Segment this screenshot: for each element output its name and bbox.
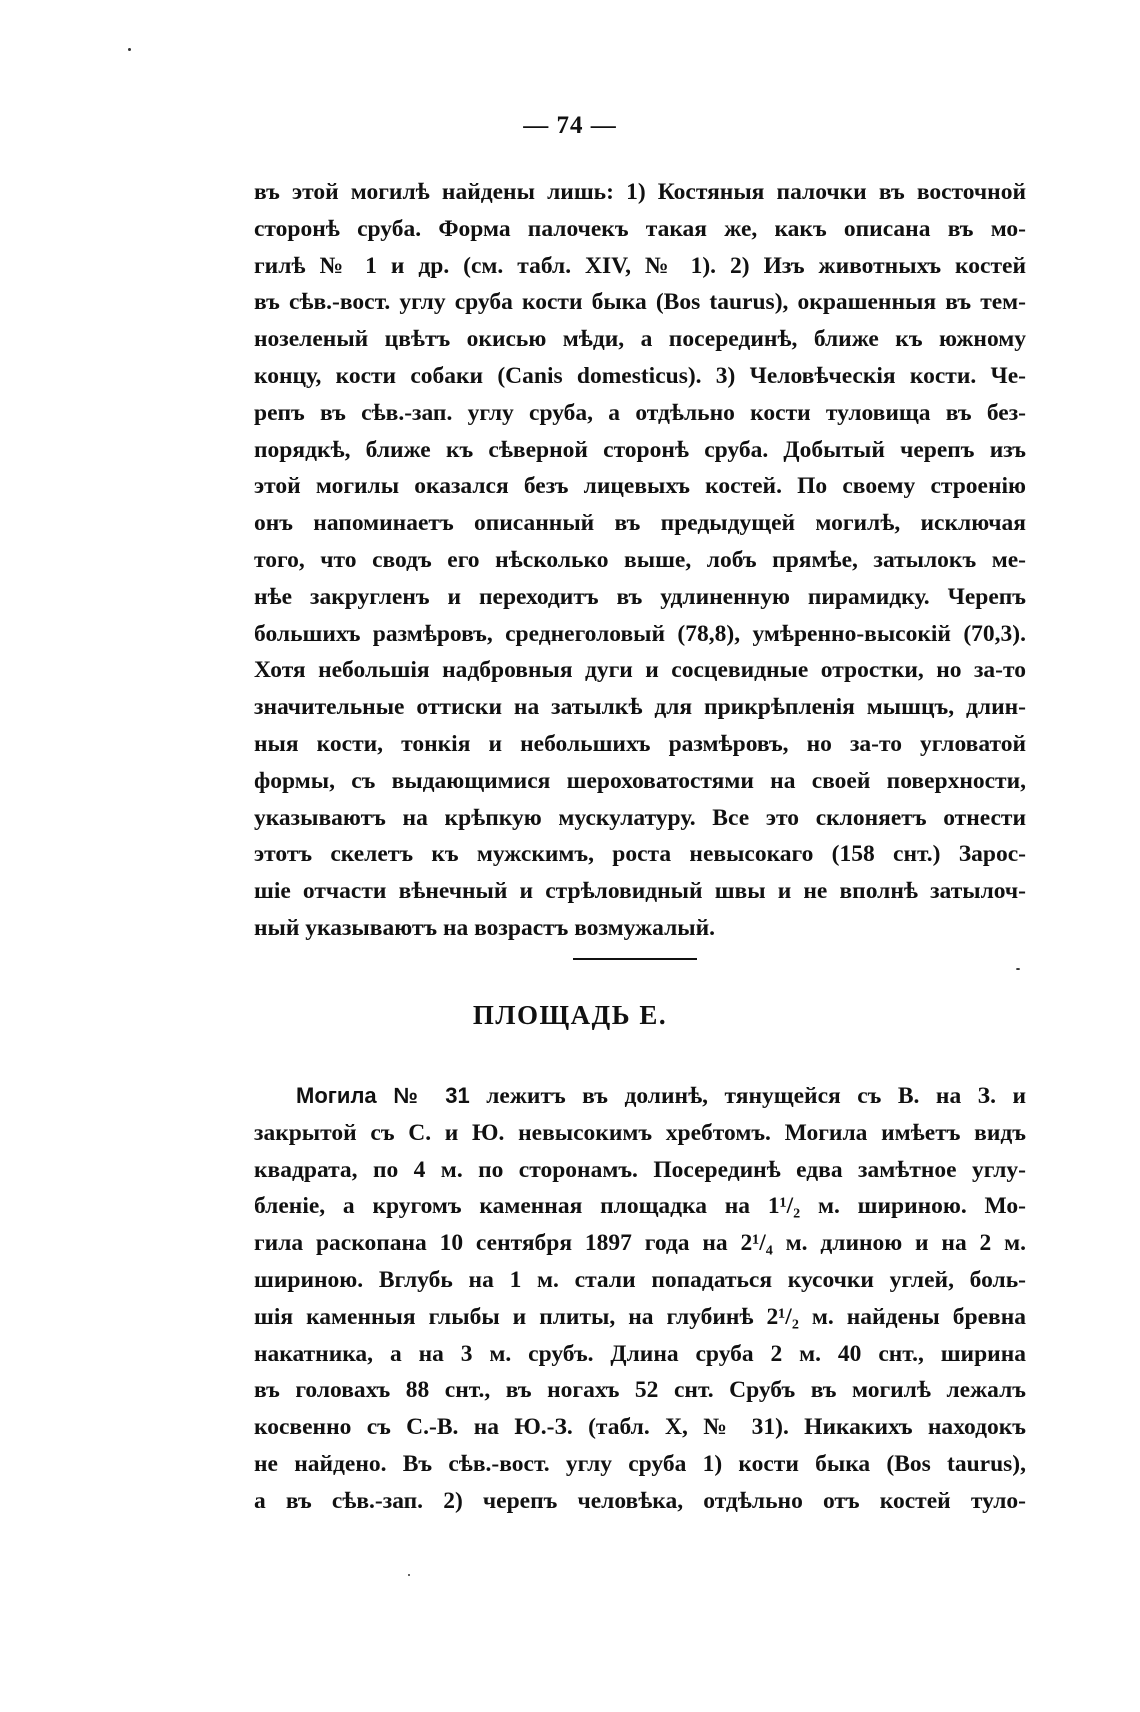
text-line: ный указываютъ на возрастъ возмужалый.: [254, 914, 716, 941]
text-line: Хотя небольшія надбровныя дуги и сосцевидные отростки, но за-то: [254, 657, 1026, 684]
text-line: сторонѣ сруба. Форма палочекъ такая же, какъ описана въ мо-: [254, 215, 1026, 242]
text-line: шія каменныя глыбы и плиты, на глубинѣ 2¹/₂ м. найдены бревна: [254, 1303, 1026, 1330]
text-line: въ сѣв.-вост. углу сруба кости быка (Bos taurus), окрашенныя въ тем-: [254, 289, 1026, 316]
text-line: а въ сѣв.-зап. 2) черепъ человѣка, отдѣльно отъ костей туло-: [254, 1487, 1026, 1514]
text-line: бленіе, а кругомъ каменная площадка на 1¹/₂ м. шириною. Мо-: [254, 1193, 1026, 1220]
section-heading: ПЛОЩАДЬ Е.: [472, 1000, 668, 1030]
text-line: этотъ скелетъ къ мужскимъ, роста невысокаго (158 снт.) Зарос-: [254, 841, 1026, 868]
print-speck: [1016, 968, 1020, 970]
paragraph-continued: [254, 174, 1026, 947]
text-line: гила раскопана 10 сентября 1897 года на 2¹/₄ м. длиною и на 2 м.: [254, 1230, 1026, 1257]
text-line: квадрата, по 4 м. по сторонамъ. Посерединѣ едва замѣтное углу-: [254, 1156, 1026, 1183]
print-speck: [128, 48, 131, 51]
text-line: косвенно съ С.-В. на Ю.-З. (табл. X, № 31). Никакихъ находокъ: [254, 1414, 1026, 1441]
text-line: значительные оттиски на затылкѣ для прикрѣпленія мышцъ, длин-: [254, 694, 1026, 721]
text-line: не найдено. Въ сѣв.-вост. углу сруба 1) кости быка (Bos taurus),: [254, 1450, 1026, 1477]
text-line: этой могилы оказался безъ лицевыхъ костей. По своему строенію: [254, 473, 1026, 500]
text-line: нозеленый цвѣтъ окисью мѣди, а посерединѣ, ближе къ южному: [254, 326, 1026, 353]
text-line: указываютъ на крѣпкую мускулатуру. Все это склоняетъ отнести: [254, 804, 1026, 831]
text-line-first: [254, 1078, 1026, 1115]
text-line: порядкѣ, ближе къ сѣверной сторонѣ сруба. Добытый черепъ изъ: [254, 436, 1026, 463]
paragraph-grave-31: [254, 1078, 1026, 1520]
text-line: гилѣ № 1 и др. (см. табл. XIV, № 1). 2) Изъ животныхъ костей: [254, 252, 1026, 279]
text-line: онъ напоминаетъ описанный въ предыдущей могилѣ, исключая: [254, 510, 1026, 537]
text-line: ныя кости, тонкія и небольшихъ размѣровъ, но за-то угловатой: [254, 730, 1026, 757]
text-line: шириною. Вглубь на 1 м. стали попадаться кусочки углей, боль-: [254, 1266, 1026, 1293]
text-line: формы, съ выдающимися шероховатостями на своей поверхности,: [254, 767, 1026, 794]
text-line: того, что сводъ его нѣсколько выше, лобъ прямѣе, затылокъ ме-: [254, 546, 1026, 573]
grave-label: Могила № 31: [296, 1083, 470, 1108]
text-line: накатника, а на 3 м. срубъ. Длина сруба 2 м. 40 снт., ширина: [254, 1340, 1026, 1367]
print-speck: [408, 1574, 410, 1576]
text-line: въ головахъ 88 снт., въ ногахъ 52 снт. Срубъ въ могилѣ лежалъ: [254, 1377, 1026, 1404]
page-number: — 74 —: [523, 112, 617, 139]
text-line: въ этой могилѣ найдены лишь: 1) Костяныя палочки въ восточной: [254, 179, 1026, 205]
section-divider: [573, 958, 697, 960]
text-line: нѣе закругленъ и переходитъ въ удлиненную пирамидку. Черепъ: [254, 583, 1026, 610]
text-line: репъ въ сѣв.-зап. углу сруба, а отдѣльно кости туловища въ без-: [254, 399, 1026, 426]
text-line: концу, кости собаки (Canis domesticus). 3) Человѣческія кости. Че-: [254, 362, 1026, 389]
text-line: закрытой съ С. и Ю. невысокимъ хребтомъ. Могила имѣетъ видъ: [254, 1119, 1026, 1146]
text-line: шіе отчасти вѣнечный и стрѣловидный швы и не вполнѣ затылоч-: [254, 878, 1026, 905]
text-line-rest: лежитъ въ долинѣ, тянущейся съ В. на З. и: [469, 1083, 1026, 1109]
text-line: большихъ размѣровъ, среднеголовый (78,8), умѣренно-высокій (70,3).: [254, 620, 1026, 647]
